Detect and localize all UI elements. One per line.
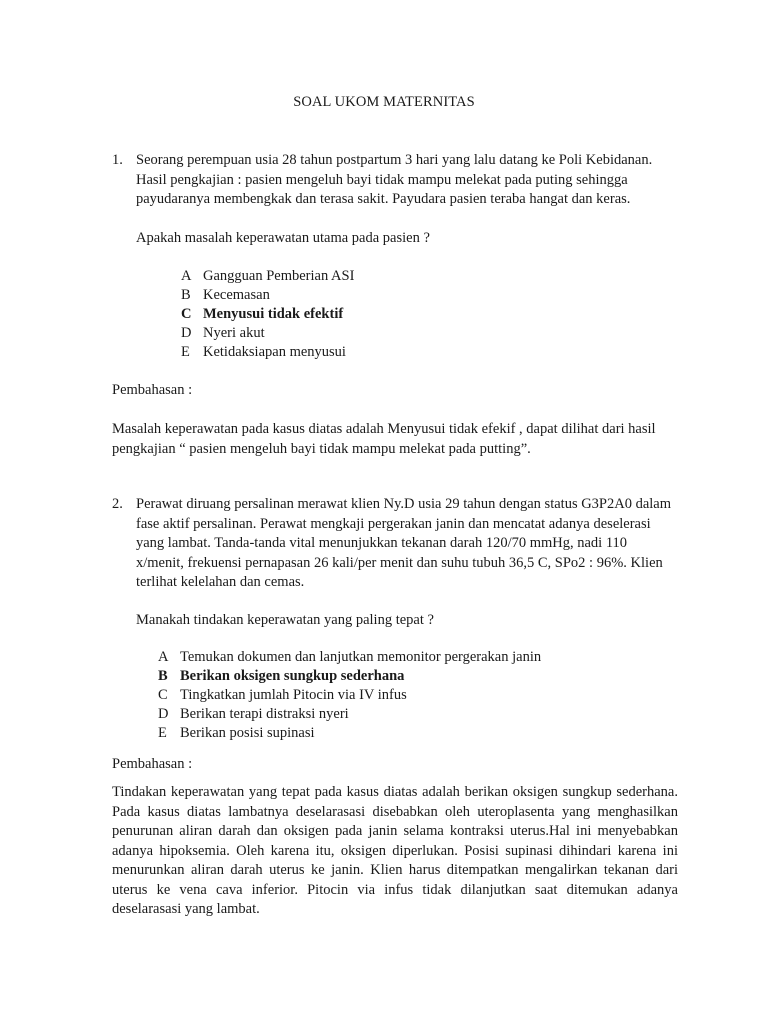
option-text: Menyusui tidak efektif bbox=[203, 306, 344, 322]
option-letter: B bbox=[158, 668, 168, 684]
option-item bbox=[158, 686, 541, 705]
option-letter: B bbox=[181, 287, 191, 303]
question-1-number: 1. bbox=[112, 152, 123, 168]
document-title: SOAL UKOM MATERNITAS bbox=[293, 94, 475, 110]
option-item-correct bbox=[181, 305, 354, 324]
option-text: Temukan dokumen dan lanjutkan memonitor pergerakan janin bbox=[180, 649, 542, 665]
question-1-stem: Seorang perempuan usia 28 tahun postpartum 3 hari yang lalu datang ke Poli Kebidanan. Hasil pengkajian : pasien mengeluh bayi tidak mampu melekat pada puting sehingga payudaranya membengkak dan terasa sakit. Payudara pasien teraba hangat dan keras. bbox=[136, 152, 653, 207]
question-2-number: 2. bbox=[112, 496, 123, 512]
option-text: Berikan terapi distraksi nyeri bbox=[180, 706, 349, 722]
option-letter: E bbox=[158, 725, 167, 741]
option-letter: C bbox=[158, 687, 168, 703]
option-letter: D bbox=[158, 706, 169, 722]
option-item bbox=[158, 648, 541, 667]
option-letter: D bbox=[181, 325, 192, 341]
option-text: Ketidaksiapan menyusui bbox=[203, 344, 346, 360]
option-item bbox=[158, 724, 541, 743]
option-item-correct bbox=[158, 667, 541, 686]
question-2-discussion-label: Pembahasan : bbox=[112, 756, 193, 772]
question-2-options bbox=[158, 648, 541, 743]
option-item bbox=[181, 324, 354, 343]
option-letter: A bbox=[181, 268, 192, 284]
option-letter: C bbox=[181, 306, 192, 322]
question-2-stem: Perawat diruang persalinan merawat klien Ny.D usia 29 tahun dengan status G3P2A0 dalam fase aktif persalinan. Perawat mengkaji pergerakan janin dan mencatat adanya deselerasi yang lambat. Tanda-tanda vital menunjukkan tekanan darah 120/70 mmHg, nadi 110 x/menit, frekuensi pernapasan 26 kali/per menit dan suhu tubuh 36,5 C, SPo2 : 96%. Klien terlihat kelelahan dan cemas. bbox=[136, 496, 672, 590]
question-1-prompt: Apakah masalah keperawatan utama pada pasien ? bbox=[136, 230, 430, 246]
option-text: Gangguan Pemberian ASI bbox=[203, 268, 355, 284]
question-2-discussion: Tindakan keperawatan yang tepat pada kasus diatas adalah berikan oksigen sungkup sederhana. Pada kasus diatas lambatnya deselarasasi disebabkan oleh uteroplasenta yang menghasilkan penurunan aliran darah dan oksigen pada janin selama kontraksi uterus.Hal ini menyebabkan adanya hipoksemia. Oleh karena itu, oksigen diperlukan. Posisi supinasi dihindari karena ini menurunkan aliran darah uterus ke janin. Klien harus ditempatkan mengalirkan tekanan dari uterus ke vena cava inferior. Pitocin via infus tidak dilanjutkan saat ditemukan adanya deselarasasi yang lambat. bbox=[112, 784, 678, 917]
option-letter: E bbox=[181, 344, 190, 360]
option-text: Berikan oksigen sungkup sederhana bbox=[180, 668, 405, 684]
option-item bbox=[181, 267, 354, 286]
question-1-options bbox=[181, 267, 354, 362]
option-text: Tingkatkan jumlah Pitocin via IV infus bbox=[180, 687, 407, 703]
option-text: Berikan posisi supinasi bbox=[180, 725, 315, 741]
option-text: Nyeri akut bbox=[203, 325, 265, 341]
question-1-discussion: Masalah keperawatan pada kasus diatas adalah Menyusui tidak efekif , dapat dilihat dari hasil pengkajian “ pasien mengeluh bayi tidak mampu melekat pada putting”. bbox=[112, 421, 656, 457]
option-item bbox=[158, 705, 541, 724]
question-1-discussion-label: Pembahasan : bbox=[112, 382, 193, 398]
question-2-prompt: Manakah tindakan keperawatan yang paling tepat ? bbox=[136, 612, 434, 628]
option-letter: A bbox=[158, 649, 169, 665]
option-item bbox=[181, 286, 354, 305]
option-item bbox=[181, 343, 354, 362]
option-text: Kecemasan bbox=[203, 287, 270, 303]
